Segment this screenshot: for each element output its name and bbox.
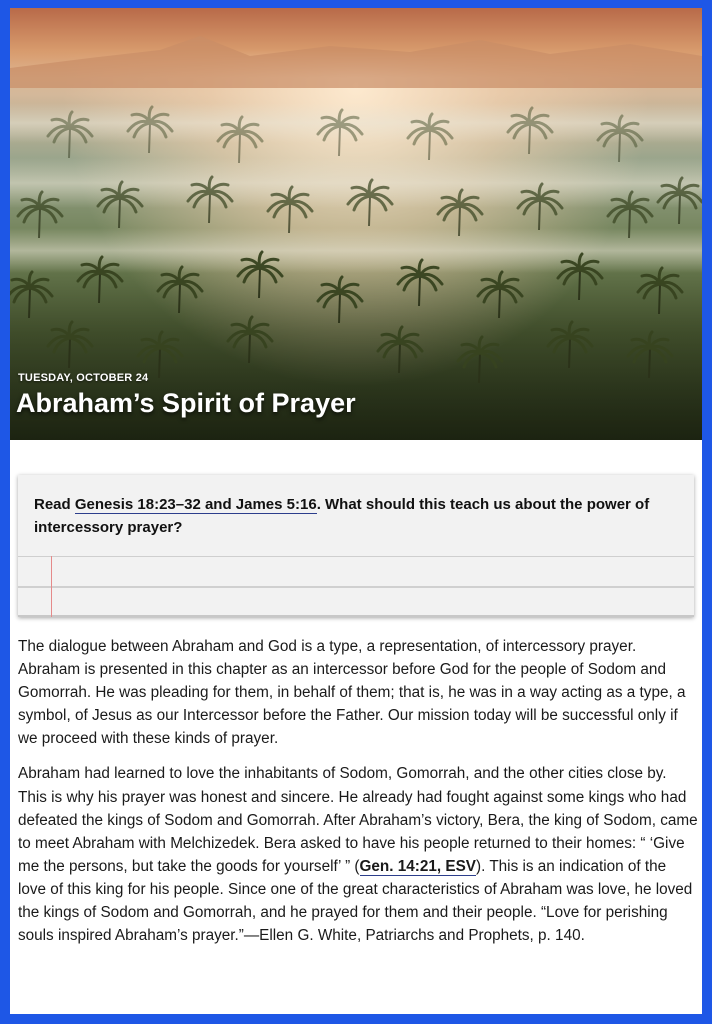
hero-image xyxy=(10,8,702,440)
question-prefix: Read xyxy=(34,496,75,513)
lesson-body xyxy=(18,635,698,959)
answer-rule xyxy=(18,556,694,557)
answer-rule xyxy=(18,586,694,588)
answer-field[interactable] xyxy=(18,556,694,617)
lesson-title: Abraham’s Spirit of Prayer xyxy=(16,388,356,418)
scripture-link[interactable]: Genesis 18:23–32 and James 5:16 xyxy=(74,496,317,513)
question-suffix: . What should this teach us about the power of intercessory prayer? xyxy=(34,496,650,536)
paragraph-1: The dialogue between Abraham and God is a type, a representation, of intercessory prayer. Abraham is presented in this chapter as an intercessor before God for the people of Sodom and Gomorrah. He was pleading for them, in behalf of them; that is, he was in a way acting as a type, a symbol, of Jesus as our Intercessor before the Father. Our mission today will be successful only if we proceed with these kinds of prayer. xyxy=(18,638,686,748)
scripture-link[interactable]: Gen. 14:21, ESV xyxy=(359,857,476,875)
question-text xyxy=(34,493,684,539)
question-box xyxy=(18,475,694,617)
paragraph-2 xyxy=(18,762,698,947)
answer-margin-line xyxy=(51,556,52,617)
answer-rule xyxy=(18,615,694,617)
paragraph-2-text: Abraham had learned to love the inhabitants of Sodom, Gomorrah, and the other cities close by. This is why his prayer was honest and sincere. He already had fought against some kings who had defeated the kings of Sodom and Gomorrah. After Abraham’s victory, Bera, the king of Sodom, came to meet Abraham with Melchizedek. Bera asked to have his people returned to their homes: “ ‘Give me the persons, but take the goods for yourself’ ” ( xyxy=(18,765,698,875)
paragraph-2-text: ). This is an indication of the love of this king for his people. Since one of the great characteristics of Abraham was love, he loved the kings of Sodom and Gomorrah, and he prayed for them and their people. “Love for perishing souls inspired Abraham’s prayer.”—Ellen G. White, Patriarchs and Prophets, p. 140. xyxy=(18,857,693,945)
lesson-date: TUESDAY, OCTOBER 24 xyxy=(18,372,149,384)
